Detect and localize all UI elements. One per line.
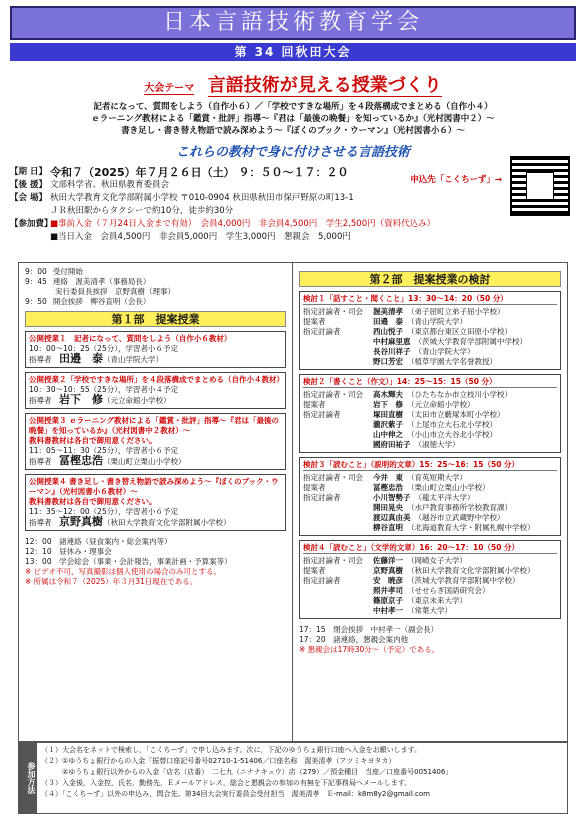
review-panel: [299, 540, 561, 619]
support: 文部科学省、秋田県教育委員会: [50, 180, 170, 190]
review-panel-title: 検討４「読むこと」（文学的文章）16：20～17：10（50 分）: [303, 543, 557, 554]
lesson-title: 公開授業４ 書き足し・書き替え物語で読み深めよう～『ぼくのブック・ウーマン』（光村図書小６教材）～: [29, 477, 279, 496]
review-panel-row: 照井孝司 （せせらぎ国語研究会）: [373, 586, 490, 595]
review-panel-row: 提案者 田邉 泰 （青山学院大学）: [303, 317, 467, 326]
fee-prepay: ■事前入金（７月24日入金まで有効） 会員4,000円 非会員4,500円 学生2,500円（資料代込み）: [50, 219, 436, 229]
schedule-item: 9：00 受付開始: [25, 267, 83, 276]
schedule-item: 9：45 連絡 渥美清孝（事務局長）: [25, 277, 151, 286]
review-panel-title: 検討１「話すこと・聞くこと」13：30～14：20（50 分）: [303, 294, 557, 305]
closing-notes: 17：15 閉会挨拶 中村孝一（副会長） 17：20 諸連絡，懇親会案内他 ※ 懇親会は17時30分～（予定）である。: [299, 625, 440, 654]
lesson-time: 10：30～10：55（25分），学習者小４予定: [29, 385, 178, 394]
lesson-box: 公開授業２「学校ですきな場所」を４段落構成でまとめる（自作小４教材） 10：30～10：55（25分），学習者小４予定 指導者 岩下 修（元立命館小学校）: [25, 372, 286, 409]
lesson-teacher: 田邉 泰: [59, 352, 103, 365]
review-panel-row: 柳谷直明 （北海道教育大学・附属札幌中学校）: [373, 523, 535, 532]
theme-line: 書き足し・書き替え物語で読み深めよう～『ぼくのブック・ウーマン』（光村図書小６）～: [121, 126, 465, 136]
review-panel-row: 中村麻里恵 （茨城大学教育学部附属中学校）: [373, 337, 527, 346]
qr-code-icon[interactable]: [510, 156, 570, 216]
review-panel: [299, 457, 561, 536]
lesson-box: 公開授業１ 記者になって、質問をしよう（自作小６教材） 10：00～10：25（25分），学習者小６予定 指導者 田邉 泰（青山学院大学）: [25, 331, 286, 368]
lesson-box: 公開授業３ ｅラーニング教材による「鑑賞・批評」指導～『君は「最後の晩餐」を知っているか』（光村図書中２教材）～ 教科書教材は各自で御用意ください。 11：05～11：30（25分），学習者小６予定 指導者 冨樫忠浩（栗山町立栗山小学校）: [25, 413, 286, 470]
review-panel-row: 指定討論者 西山悦子 （東京都台東区立田原小学校）: [303, 327, 512, 336]
review-panel-row: 山中伸之 （小山市立大谷北小学校）: [373, 430, 497, 439]
conference-subtitle: 第 34 回秋田大会: [10, 43, 576, 61]
review-panel-row: 提案者 岩下 修 （元立命館小学校）: [303, 400, 475, 409]
right-column: [293, 263, 567, 741]
review-panel-row: 長谷川祥子 （青山学院大学）: [373, 347, 475, 356]
theme-main: 言語技術が見える授業づくり: [207, 75, 442, 96]
review-panel-row: 指定討論者・司会 高木輝夫 （ひたちなか市立枝川小学校）: [303, 390, 512, 399]
schedule-item: 実行委員長挨拶 京野真樹（理事）: [55, 287, 175, 296]
event-info: [10, 166, 576, 244]
page-title: 日本言語技術教育学会: [10, 6, 576, 40]
fee-onsite: ■当日入金 会員4,500円 非会員5,000円 学生3,000円 懇親会 5,000円: [50, 232, 351, 242]
review-panel-row: 提案者 冨樫忠浩 （栗山町立栗山小学校）: [303, 483, 490, 492]
review-panel-row: 野口芳宏 （植草学園大学名誉教授）: [373, 357, 497, 366]
lesson-title: 公開授業１ 記者になって、質問をしよう（自作小６教材）: [29, 334, 232, 343]
lesson-time: 11：35～12：00（25分），学習者小６予定: [29, 507, 178, 516]
slogan: これらの教材で身に付けさせる言語技術: [175, 145, 410, 160]
lesson-title: 公開授業２「学校ですきな場所」を４段落構成でまとめる（自作小４教材）: [29, 375, 284, 384]
venue: 秋田大学教育文化学部附属小学校 〒010-0904 秋田県秋田市保戸野原の町13-1: [50, 193, 354, 203]
event-date: 令和７（2025）年７月２６日（土） ９：５０～１７：２０: [50, 166, 349, 179]
info-label: 【会 場】: [10, 193, 47, 203]
review-panel-row: 提案者 京野真樹 （秋田大学教育文化学部附属小学校）: [303, 566, 535, 575]
theme-heading: [10, 71, 576, 97]
footer: [18, 742, 568, 814]
info-label: 【参加費】: [10, 219, 53, 229]
theme-line: 記者になって、質問をしよう（自作小６）／「学校ですきな場所」を４段落構成でまとめる（自作小４）: [93, 102, 493, 112]
review-panel-row: 瀧沢紫子 （上尾市立大石北小学校）: [373, 420, 497, 429]
left-column: [19, 263, 293, 741]
apply-link[interactable]: 申込先「こくちーず」→: [410, 175, 502, 185]
lesson-box: 公開授業４ 書き足し・書き替え物語で読み深めよう～『ぼくのブック・ウーマン』（光村図書小６教材）～ 教科書教材は各自で御用意ください。 11：35～12：00（25分），学習者小６予定 指導者 京野真樹（秋田大学教育文化学部附属小学校）: [25, 474, 286, 531]
review-panel-row: 指定討論者 小川智勢子 （龍太平洋大学）: [303, 493, 475, 502]
info-label: 【後 援】: [10, 180, 47, 190]
lesson-time: 11：05～11：30（25分），学習者小６予定: [29, 446, 178, 455]
review-panel-row: 渡辺真由美 （越谷市立武蔵野中学校）: [373, 513, 505, 522]
footer-body: （１）大会名をネットで検索し，「こくちーず」で申し込みます。次に，下記のゆうちょ銀行口座へ入金をお願いします。 （２）①ゆうちょ銀行からの入金「振替口座記号番号02710-1-51406／口座名称 渥美清孝（アツミキヨタカ） ②ゆうちょ銀行以外からの入金「店名（店番） 二七九（ニナナキュウ）店（279）／預金種目 当座／口座番号0051406」 （３）入金後，入金控，氏名，勤務先，Ｅメールアドレス，総会と懇親会の参加の有無を下記事務局へメールします。 （４）「こくちーず」以外の申込み，問合先。第34回大会実行委員会受付担当 渥美清孝 Ｅ-mail：k8m8y2@gmail.com: [41, 746, 453, 798]
part2-title: 第２部 提案授業の検討: [299, 271, 561, 287]
review-panel: [299, 291, 561, 370]
review-panel-row: 指定討論者 安 暁彦 （茨城大学教育学部附属中学校）: [303, 576, 520, 585]
review-panel-title: 検討３「読むこと」（説明的文章）15：25～16：15（50 分）: [303, 460, 557, 471]
info-label: 【期 日】: [10, 167, 47, 177]
review-panel-title: 検討２「書くこと（作文）」14：25～15：15（50 分）: [303, 377, 557, 388]
lesson-title: 公開授業３ ｅラーニング教材による「鑑賞・批評」指導～『君は「最後の晩餐」を知っているか』（光村図書中２教材）～: [29, 416, 279, 435]
lesson-teacher: 冨樫忠浩: [59, 454, 103, 467]
footer-side-label: 参加方法: [19, 743, 37, 813]
lesson-note: 教科書教材は各自で御用意ください。: [29, 497, 157, 506]
review-panel-row: 指定討論者 塚田直樹 （太田市立藪塚本町小学校）: [303, 410, 505, 419]
review-panel-row: 國府田祐子 （淑徳大学）: [373, 440, 460, 449]
schedule-item: 9：50 開会挨拶 柳谷直明（会長）: [25, 297, 151, 306]
lesson-note: 教科書教材は各自で御用意ください。: [29, 436, 157, 445]
bottom-notes: 12：00 諸連絡（昼食案内・総会案内等） 12：10 昼休み・理事会 13：00 学会総会（事業・会計報告，事業計画・予算案等） ※ ビデオ不可，写真撮影は個人使用の場合のみ可とする。 ※ 所属は令和７（2025）年３月31日現在である。: [25, 537, 232, 586]
review-panel-row: 指定討論者・司会 渥美清孝 （弟子屈町立弟子屈小学校）: [303, 307, 505, 316]
review-panel-row: 中村孝一 （常葉大学）: [373, 606, 452, 615]
theme-lines: [10, 101, 576, 137]
review-panel-row: 篠原京子 （東京未来大学）: [373, 596, 467, 605]
lesson-teacher: 岩下 修: [59, 393, 103, 406]
review-panel-row: 開田晃央 （水戸教育事務所学校教育課）: [373, 503, 512, 512]
theme-line: ｅラーニング教材による「鑑賞・批評」指導～『君は「最後の晩餐」を知っているか』（光村図書中２）～: [91, 114, 495, 124]
lesson-time: 10：00～10：25（25分），学習者小６予定: [29, 344, 178, 353]
review-panel-row: 指定討論者・司会 佐藤洋一 （岡崎女子大学）: [303, 556, 467, 565]
theme-label: 大会テーマ: [144, 83, 195, 94]
lesson-teacher: 京野真樹: [59, 515, 103, 528]
part1-title: 第１部 提案授業: [25, 311, 286, 327]
access: ＪＲ秋田駅からタクシーで約10分，徒歩約30分: [50, 206, 234, 216]
review-panel: [299, 374, 561, 453]
program-columns: [18, 262, 568, 742]
review-panel-row: 指定討論者・司会 今井 東 （育英短期大学）: [303, 473, 467, 482]
